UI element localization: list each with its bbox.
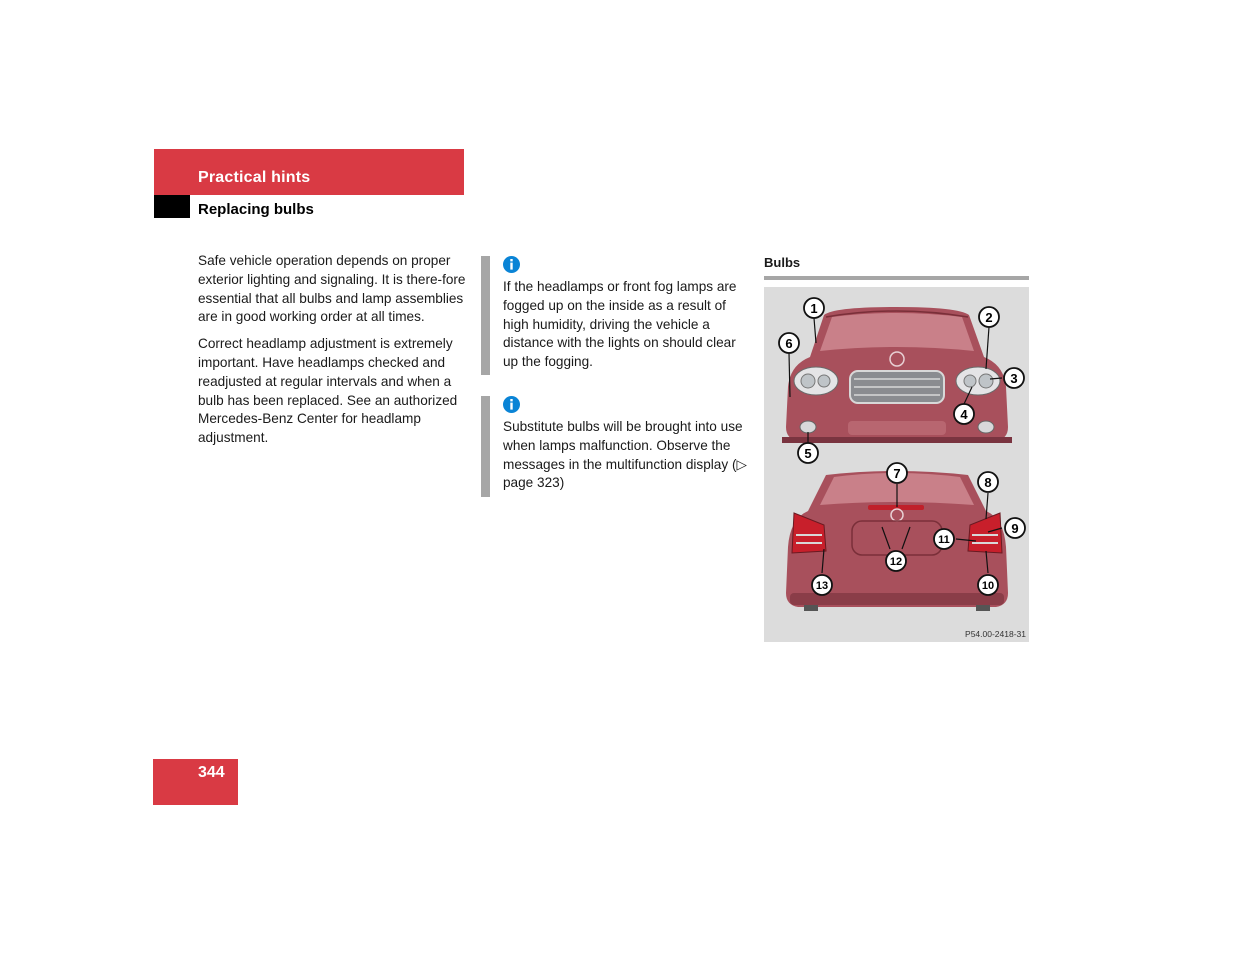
page-reference-arrow-icon: ▷ [736, 456, 747, 472]
info-note [481, 256, 751, 375]
paragraph: Correct headlamp adjustment is extremely important. Have headlamps checked and readjusted at regular intervals and when a bulb has been replaced. See an authorized Mercedes-Benz Center for headlamp adjustment. [198, 336, 458, 446]
callout-10 [978, 575, 998, 595]
info-icon [503, 256, 520, 273]
figure-code: P54.00-2418-31 [965, 629, 1026, 639]
callout-11 [934, 529, 954, 549]
svg-text:3: 3 [1010, 371, 1018, 386]
callout-9 [1005, 518, 1025, 538]
svg-text:4: 4 [960, 407, 968, 422]
car-illustration [764, 287, 1029, 642]
subsection-title: Replacing bulbs [198, 201, 314, 218]
svg-text:12: 12 [889, 556, 903, 568]
page-reference-link[interactable]: page 323 [503, 475, 560, 491]
svg-text:11: 11 [938, 534, 950, 546]
info-note [481, 396, 751, 497]
svg-text:5: 5 [804, 446, 812, 461]
note-text: If the headlamps or front fog lamps are fogged up on the inside as a result of high humidity, driving the vehicle a distance with the lights on should clear up the fogging. [503, 279, 737, 370]
callout-5 [798, 443, 818, 463]
page-number-box [153, 759, 238, 805]
body-text [198, 252, 466, 456]
callout-8 [978, 472, 998, 492]
svg-text:13: 13 [815, 580, 829, 592]
svg-text:8: 8 [984, 475, 992, 490]
note-text: Substitute bulbs will be brought into use when lamps malfunction. Observe the messages in the multifunction display (▷ page 323) [503, 419, 747, 491]
svg-text:1: 1 [810, 301, 818, 316]
svg-text:6: 6 [785, 336, 793, 351]
callout-4 [954, 404, 974, 424]
figure-heading: Bulbs [764, 255, 1029, 280]
paragraph: Safe vehicle operation depends on proper exterior lighting and signaling. It is there-fore essential that all bulbs and lamp assemblies are in good working order at all times. [198, 253, 466, 325]
callout-2 [979, 307, 999, 327]
svg-text:2: 2 [985, 310, 993, 325]
section-title: Practical hints [198, 169, 311, 186]
info-icon [503, 396, 520, 413]
svg-text:9: 9 [1011, 521, 1019, 536]
svg-text:10: 10 [981, 580, 995, 592]
bulb-locations-figure [764, 287, 1029, 642]
callout-6 [779, 333, 799, 353]
callout-12 [886, 551, 906, 571]
page-number: 344 [198, 764, 225, 781]
car-front-view [782, 307, 1012, 443]
subsection-marker [154, 195, 190, 218]
callout-3 [1004, 368, 1024, 388]
callout-1 [804, 298, 824, 318]
callout-13 [812, 575, 832, 595]
svg-text:7: 7 [893, 466, 901, 481]
callout-7 [887, 463, 907, 483]
